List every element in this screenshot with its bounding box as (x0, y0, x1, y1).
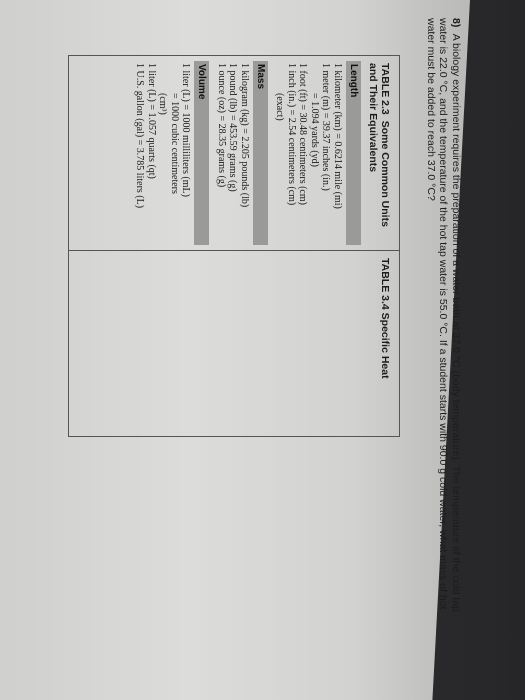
question-text: A biology experiment requires the preparation of a water bath at 37.0 °C (body temperature). The temperature of the cold tap water is 22.0 °C, and the temperature of the hot tap water is 55.0 °C. If a student starts with 90.0 g cold water, what mass of hot water must be added to reach 37.0 °C? (425, 18, 462, 613)
table-specific-heat (69, 251, 399, 436)
units-table-title: TABLE 2.3Some Common Units and Their Equivalents (367, 63, 391, 227)
question-number: 8) (450, 18, 462, 28)
table-units (69, 56, 399, 251)
volume-line: (cm³) (157, 93, 169, 115)
length-line: = 1.094 yards (yd) (309, 93, 320, 167)
length-line: 1 kilometer (km) = 0.6214 mile (mi) (332, 63, 343, 209)
volume-line: 1 liter (L) = 1000 milliliters (mL) (180, 63, 192, 197)
mass-line: 1 ounce (oz) = 28.35 grams (g) (216, 63, 227, 188)
length-line: 1 inch (in.) = 2.54 centimeters (cm) (286, 63, 297, 206)
length-line: (exact) (274, 93, 286, 121)
mass-line: 1 pound (lb) = 453.59 grams (g) (227, 63, 239, 192)
volume-line: 1 U.S. gallon (gal) = 3.785 liters (L) (134, 63, 146, 209)
volume-line: = 1000 cubic centimeters (169, 93, 180, 194)
volume-header: Volume (195, 61, 210, 245)
length-line: 1 foot (ft) = 30.48 centimeters (cm) (297, 63, 309, 205)
mass-header: Mass (253, 61, 268, 245)
specific-heat-title: TABLE 3.4 Specific Heat (379, 258, 391, 379)
volume-line: 1 liter (L) = 1.057 quarts (qt) (146, 63, 157, 179)
mass-line: 1 kilogram (kg) = 2.205 pounds (lb) (239, 63, 250, 208)
question-8 (425, 18, 463, 638)
length-line: 1 meter (m) = 39.37 inches (in.) (320, 63, 332, 191)
length-header: Length (346, 61, 361, 245)
reference-table (68, 55, 400, 437)
